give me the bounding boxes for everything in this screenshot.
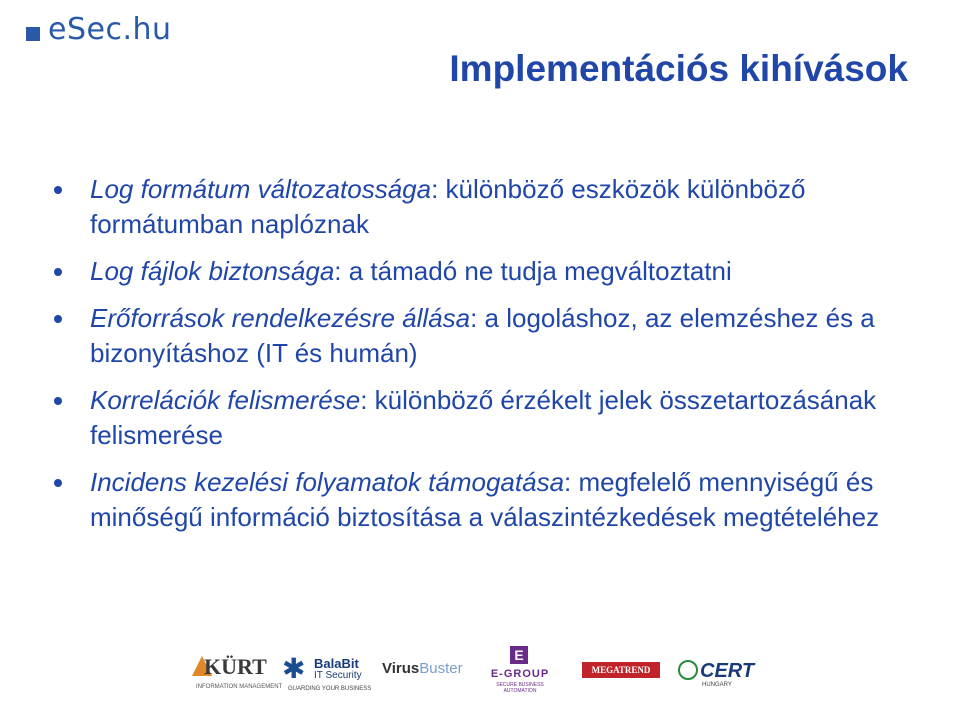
slide-title: Implementációs kihívások bbox=[449, 48, 908, 89]
brand-logo bbox=[26, 14, 172, 46]
virusbuster-logo: VirusBuster bbox=[382, 660, 463, 677]
bullet-term: Incidens kezelési folyamatok támogatása bbox=[90, 467, 565, 497]
bullet-item bbox=[48, 172, 918, 242]
partner-logos bbox=[190, 646, 770, 696]
brand-square-icon bbox=[26, 27, 40, 41]
bullet-text: : a logoláshoz, az elemzéshez és a bizonyításhoz (IT és humán) bbox=[90, 303, 875, 368]
brand-name: eSec.hu bbox=[48, 12, 172, 47]
bullet-dot-icon bbox=[54, 397, 62, 405]
bullet-dot-icon bbox=[54, 186, 62, 194]
bullet-list bbox=[48, 172, 918, 547]
bullet-item bbox=[48, 465, 918, 535]
bullet-dot-icon bbox=[54, 268, 62, 276]
balabit-logo: ✱ BalaBit IT Security GUARDING YOUR BUSINESS bbox=[282, 653, 372, 692]
bullet-text: : megfelelő mennyiségű és minőségű információ biztosítása a válaszintézkedések megtételéhez bbox=[90, 467, 880, 532]
bullet-text: : különböző eszközök különböző formátumban naplóznak bbox=[90, 174, 806, 239]
bullet-dot-icon bbox=[54, 479, 62, 487]
bullet-term: Erőforrások rendelkezésre állása bbox=[90, 303, 471, 333]
egroup-mark-icon: E bbox=[510, 646, 528, 664]
bullet-text: : a támadó ne tudja megváltoztatni bbox=[334, 256, 732, 286]
bullet-item bbox=[48, 301, 918, 371]
megatrend-logo: MEGATREND bbox=[582, 646, 662, 696]
bullet-term: Korrelációk felismerése bbox=[90, 385, 361, 415]
bullet-text: : különböző érzékelt jelek összetartozásának felismerése bbox=[90, 385, 877, 450]
bullet-term: Log formátum változatossága bbox=[90, 174, 432, 204]
balabit-star-icon: ✱ bbox=[282, 653, 306, 684]
bullet-term: Log fájlok biztonsága bbox=[90, 256, 335, 286]
cert-logo: CERT HUNGARY bbox=[678, 646, 758, 696]
bullet-item bbox=[48, 383, 918, 453]
bullet-item bbox=[48, 254, 918, 289]
globe-icon bbox=[678, 660, 698, 680]
bullet-dot-icon bbox=[54, 315, 62, 323]
kurt-logo: KÜRT INFORMATION MANAGEMENT bbox=[190, 646, 270, 696]
egroup-logo: E E-GROUP SECURE BUSINESS AUTOMATION bbox=[490, 647, 550, 694]
